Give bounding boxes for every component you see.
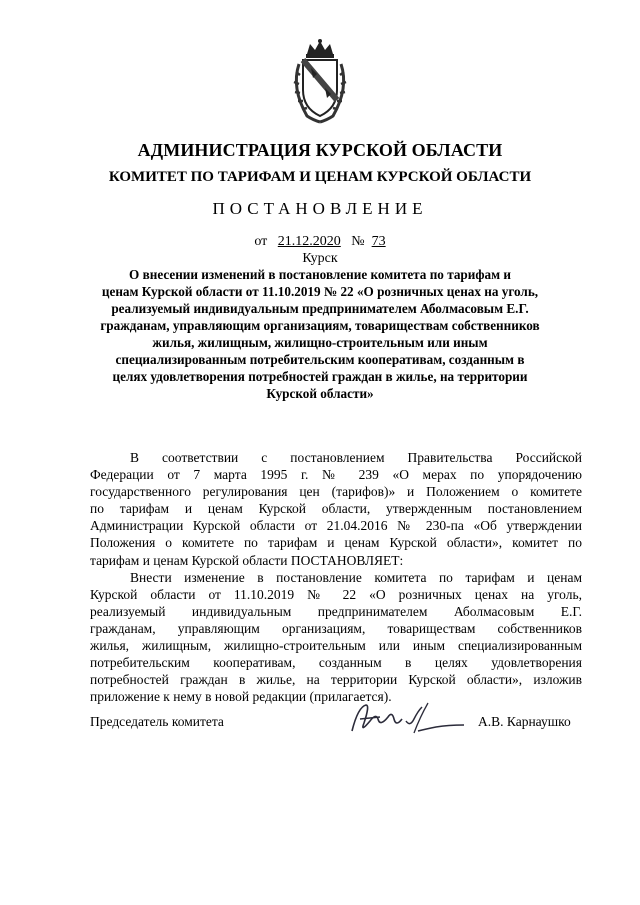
committee-title: КОМИТЕТ ПО ТАРИФАМ И ЦЕНАМ КУРСКОЙ ОБЛАСТИ [108, 169, 532, 185]
body-line: потребностей граждан в жилье, на территории Курской области», изложив [90, 672, 582, 688]
body-line: Курской области от 11.10.2019 № 22 «О розничных ценах на уголь, [90, 586, 582, 602]
body-line: Администрации Курской области от 21.04.2016 № 230-па «Об утверждении [90, 518, 582, 534]
coat-of-arms-icon [287, 38, 353, 124]
subject-line: целях удовлетворения потребностей граждан в жилье, на территории [112, 369, 528, 384]
body-line: реализуемый индивидуальным предпринимателем Аболмасовым Е.Г. [90, 603, 582, 619]
document-body [90, 449, 582, 705]
document-date: 21.12.2020 [277, 234, 341, 249]
subject-line: Курской области» [266, 386, 374, 401]
number-prefix: № [351, 234, 365, 249]
date-prefix: от [254, 234, 268, 249]
body-line: тарифам и ценам Курской области ПОСТАНОВЛЯЕТ: [90, 552, 404, 568]
subject-line: гражданам, управляющим организациям, товариществам собственников [100, 318, 540, 333]
document-type: ПОСТАНОВЛЕНИЕ [212, 199, 428, 218]
signer-role: Председатель комитета [90, 714, 224, 729]
body-line: приложение к нему в новой редакции (прилагается). [90, 689, 392, 705]
document-number: 73 [371, 234, 386, 249]
subject-line: реализуемый индивидуальным предпринимателем Аболмасовым Е.Г. [111, 301, 529, 316]
signer-name: А.В. Карнаушко [478, 714, 571, 729]
body-line: по тарифам и ценам Курской области, утвержденным постановлением [90, 501, 582, 517]
body-line: гражданам, управляющим организациям, товариществам собственников [90, 620, 582, 636]
city: Курск [302, 251, 338, 266]
subject-line: ценам Курской области от 11.10.2019 № 22 «О розничных ценах на уголь, [101, 284, 539, 299]
body-line: В соответствии с постановлением Правительства Российской [130, 450, 582, 465]
subject-line: О внесении изменений в постановление комитета по тарифам и [129, 267, 511, 282]
body-line: жилья, жилищным, жилищно-строительным или иным специализированным [90, 638, 582, 654]
body-line: Положения о комитете по тарифам и ценам Курской области», комитет по [90, 535, 582, 551]
subject-line: специализированным потребительским кооперативам, созданным в [115, 352, 525, 367]
organization-title: АДМИНИСТРАЦИЯ КУРСКОЙ ОБЛАСТИ [137, 140, 503, 160]
body-line: государственного регулирования цен (тарифов)» и Положением о комитете [90, 484, 582, 500]
body-line: Федерации от 7 марта 1995 г. № 239 «О мерах по упорядочению [90, 467, 582, 483]
signature-icon [340, 697, 468, 741]
document-subject [90, 266, 550, 402]
body-line: потребительским кооперативам, созданным в целях удовлетворения [90, 655, 582, 671]
subject-line: жилья, жилищным, жилищно-строительным или иным [152, 335, 488, 350]
date-number-line [0, 233, 640, 251]
body-line: Внести изменение в постановление комитета по тарифам и ценам [130, 569, 582, 585]
